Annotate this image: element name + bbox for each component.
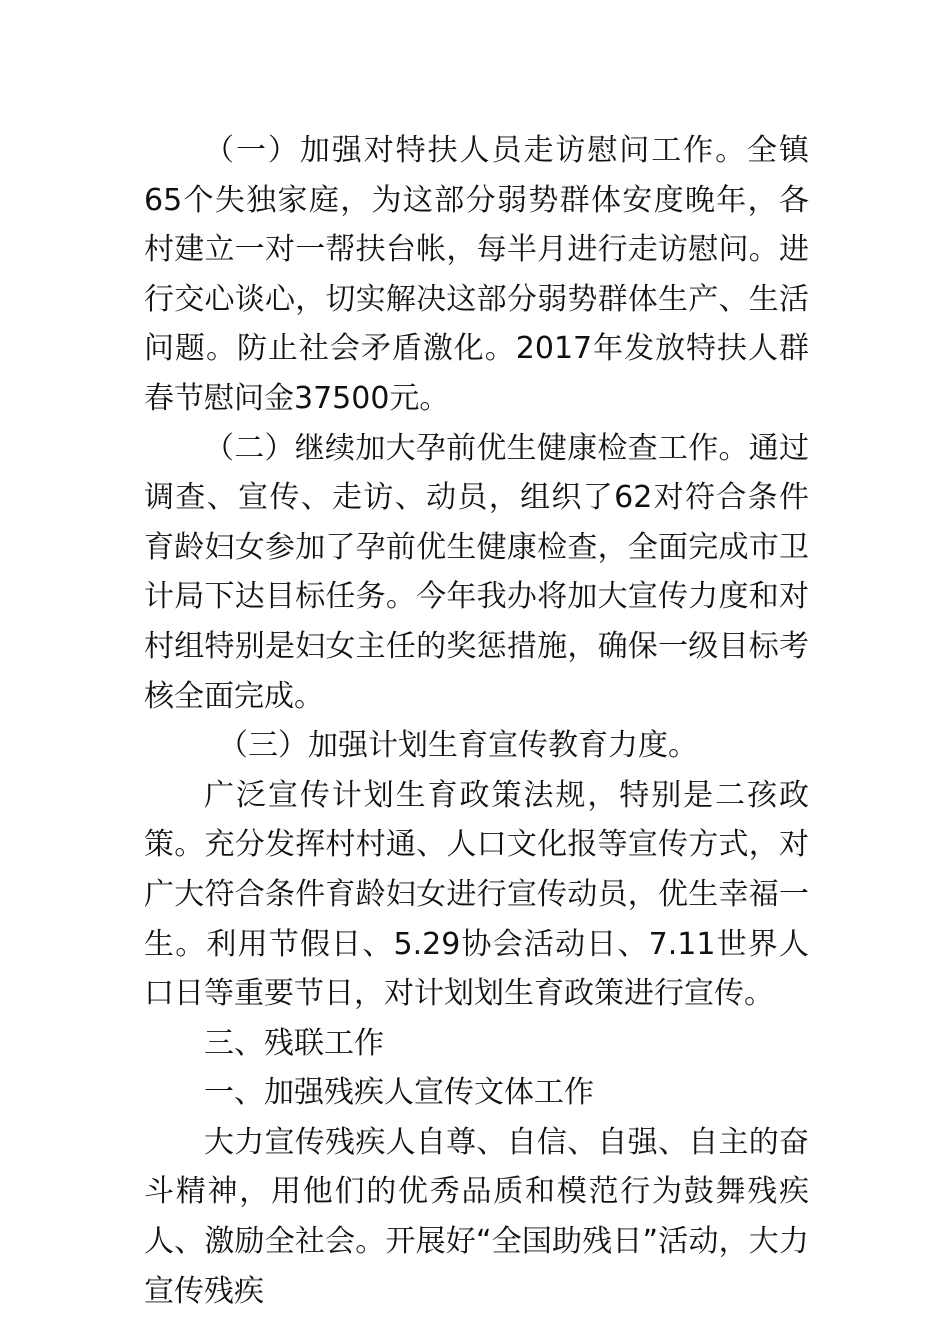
paragraph-disabled-publicity: 大力宣传残疾人自尊、自信、自强、自主的奋斗精神，用他们的优秀品质和模范行为鼓舞残疾人、激励全社会。开展好“全国助残日”活动，大力宣传残疾 (144, 1124, 809, 1309)
paragraph-prepregnancy-checkups: （二）继续加大孕前优生健康检查工作。通过调查、宣传、走访、动员，组织了62对符合条件育龄妇女参加了孕前优生健康检查，全面完成市卫计局下达目标任务。今年我办将加大宣传力度和对村组特别是妇女主任的奖惩措施，确保一级目标考核全面完成。 (144, 430, 809, 714)
document-body (144, 126, 809, 1316)
paragraph-special-support-visits: （一）加强对特扶人员走访慰问工作。全镇65个失独家庭，为这部分弱势群体安度晚年，各村建立一对一帮扶台帐，每半月进行走访慰问。进行交心谈心，切实解决这部分弱势群体生产、生活问题。防止社会矛盾激化。2017年发放特扶人群春节慰问金37500元。 (144, 133, 809, 416)
paragraph-heading-family-planning-publicity: （三）加强计划生育宣传教育力度。 (218, 728, 698, 764)
paragraph-family-planning-publicity: 广泛宣传计划生育政策法规，特别是二孩政策。充分发挥村村通、人口文化报等宣传方式，对广大符合条件育龄妇女进行宣传动员，优生幸福一生。利用节假日、5.29协会活动日、7.11世界人口日等重要节日，对计划划生育政策进行宣传。 (144, 777, 809, 1012)
subsection-heading-disabled-culture-sports: 一、加强残疾人宣传文体工作 (204, 1075, 594, 1111)
section-heading-disability-federation: 三、残联工作 (204, 1025, 384, 1061)
